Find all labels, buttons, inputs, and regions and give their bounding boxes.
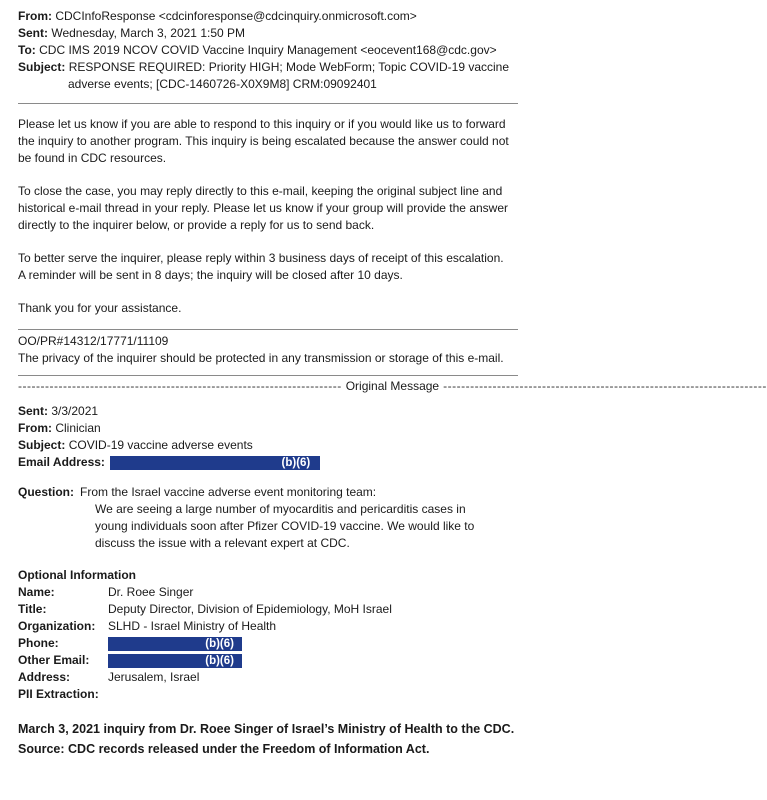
question-label: Question: (18, 485, 74, 499)
separator-dashes-left: ------------------------------------------------------------------------ (18, 379, 342, 393)
other-email-label: Other Email: (18, 653, 90, 667)
original-message-title: Original Message (345, 379, 440, 393)
body-paragraph-3-line-2: A reminder will be sent in 8 days; the inquiry will be closed after 10 days. (18, 268, 403, 282)
separator-dashes-right: ------------------------------------------------------------------------ (443, 379, 767, 393)
address-value: Jerusalem, Israel (108, 670, 200, 684)
from-label: From: (18, 9, 52, 23)
phone-row (18, 635, 518, 652)
redaction-block: (b)(6) (108, 637, 242, 651)
phone-label: Phone: (18, 636, 59, 650)
title-row (18, 601, 518, 618)
from-value: CDCInfoResponse <cdcinforesponse@cdcinquiry.onmicrosoft.com> (55, 9, 417, 23)
sent-row (18, 25, 518, 42)
orig-sent-row (18, 403, 518, 420)
sent-label: Sent: (18, 26, 48, 40)
to-value: CDC IMS 2019 NCOV COVID Vaccine Inquiry Management <eocevent168@cdc.gov> (39, 43, 497, 57)
organization-row (18, 618, 518, 635)
pii-label: PII Extraction: (18, 687, 99, 701)
redaction-block: (b)(6) (108, 654, 242, 668)
question-row (18, 484, 518, 552)
sent-value: Wednesday, March 3, 2021 1:50 PM (51, 26, 246, 40)
original-message (18, 403, 518, 552)
orig-email-label: Email Address: (18, 455, 105, 469)
pii-row (18, 686, 518, 703)
organization-value: SLHD - Israel Ministry of Health (108, 619, 277, 633)
caption (18, 719, 518, 759)
orig-subject-row (18, 437, 518, 454)
body-paragraph-3 (18, 250, 518, 284)
body-paragraph-4: Thank you for your assistance. (18, 301, 182, 315)
title-label: Title: (18, 602, 47, 616)
optional-information (18, 567, 518, 703)
orig-email-row (18, 454, 518, 471)
body-paragraph-3-line-1: To better serve the inquirer, please reply within 3 business days of receipt of this escalation. (18, 251, 504, 265)
from-row (18, 8, 518, 25)
organization-label: Organization: (18, 619, 96, 633)
name-row (18, 584, 518, 601)
privacy-note: The privacy of the inquirer should be protected in any transmission or storage of this e-mail. (18, 351, 504, 365)
subject-label: Subject: (18, 60, 66, 74)
orig-subject-label: Subject: (18, 438, 66, 452)
question-intro: From the Israel vaccine adverse event monitoring team: (80, 485, 377, 499)
to-label: To: (18, 43, 36, 57)
body-paragraph-1: Please let us know if you are able to respond to this inquiry or if you would like us to forward the inquiry to another program. This inquiry is being escalated because the answer could not be found in CDC resources. (18, 117, 509, 165)
subject-value-cont: adverse events; [CDC-1460726-X0X9M8] CRM:09092401 (68, 77, 377, 91)
caption-source: Source: CDC records released under the Freedom of Information Act. (18, 742, 430, 756)
subject-row-cont (18, 76, 518, 93)
orig-from-label: From: (18, 421, 52, 435)
reference-number: OO/PR#14312/17771/11109 (18, 334, 169, 348)
orig-from-row (18, 420, 518, 437)
body-paragraph-2: To close the case, you may reply directly to this e-mail, keeping the original subject line and historical e-mail thread in your reply. Please let us know if your group will provide the answer directly to the inquirer below, or provide a reply for us to send back. (18, 184, 509, 232)
name-label: Name: (18, 585, 55, 599)
original-message-separator (18, 378, 767, 395)
orig-sent-label: Sent: (18, 404, 48, 418)
name-value: Dr. Roee Singer (108, 585, 194, 599)
orig-subject-value: COVID-19 vaccine adverse events (68, 438, 253, 452)
address-label: Address: (18, 670, 71, 684)
address-row (18, 669, 518, 686)
optional-heading: Optional Information (18, 568, 136, 582)
other-email-row (18, 652, 518, 669)
orig-sent-value: 3/3/2021 (51, 404, 99, 418)
question-body: We are seeing a large number of myocarditis and pericarditis cases in young individuals soon after Pfizer COVID-19 vaccine. We would like to discuss the issue with a relevant expert at CDC. (95, 502, 475, 550)
subject-row (18, 59, 518, 76)
email-header (18, 8, 518, 93)
redaction-block: (b)(6) (110, 456, 320, 470)
subject-value: RESPONSE REQUIRED: Priority HIGH; Mode WebForm; Topic COVID-19 vaccine (68, 60, 510, 74)
title-value: Deputy Director, Division of Epidemiology, MoH Israel (108, 602, 392, 616)
to-row (18, 42, 518, 59)
email-document (18, 8, 767, 759)
caption-line-1: March 3, 2021 inquiry from Dr. Roee Singer of Israel’s Ministry of Health to the CDC. (18, 722, 515, 736)
orig-from-value: Clinician (55, 421, 101, 435)
